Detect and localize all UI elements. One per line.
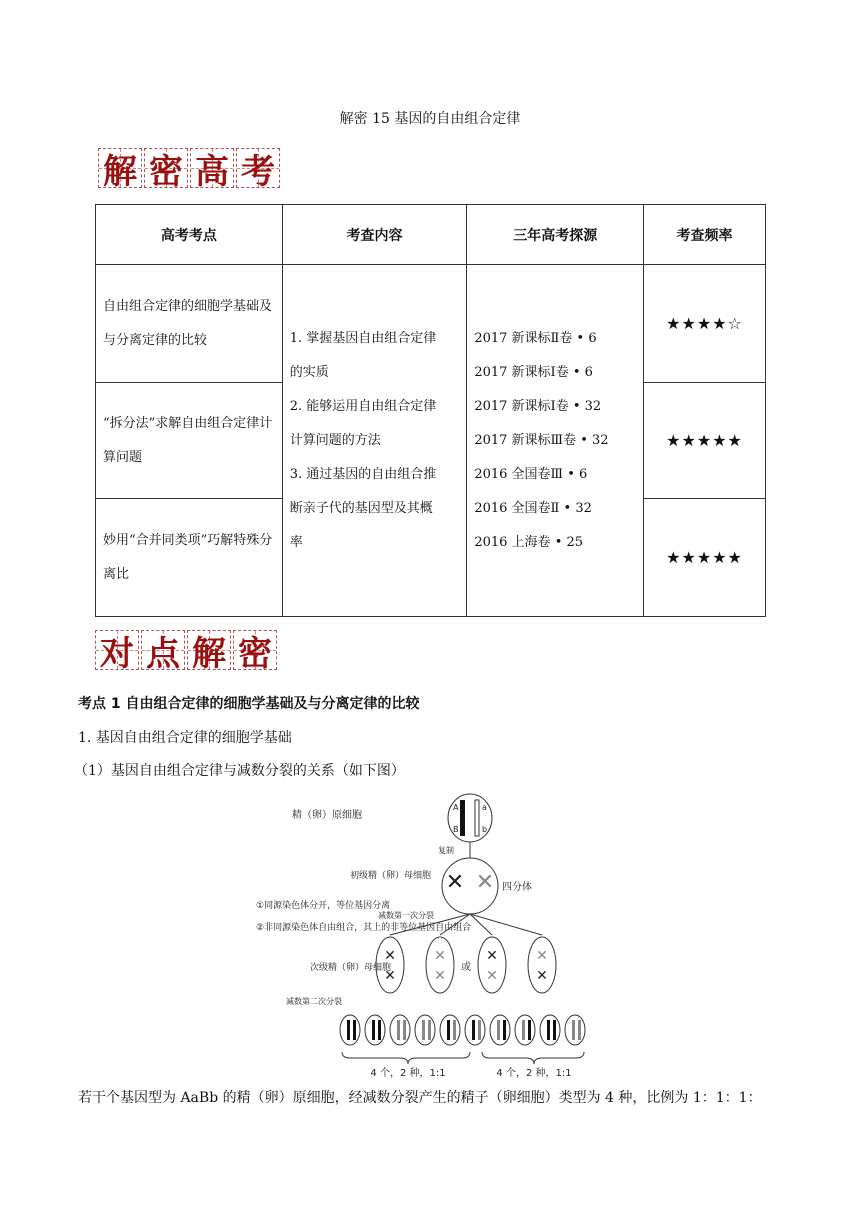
meiosis-diagram [250, 790, 610, 1080]
meiosis1-label: 减数第一次分裂 [378, 911, 434, 920]
note-2: ②非同源染色体自由组合，其上的非等位基因自由组合 [256, 923, 472, 933]
banner-char: 考 [236, 148, 280, 188]
content-line: 的实质 [289, 364, 329, 380]
banner-char: 密 [144, 148, 188, 188]
banner-jiemi-gaokao [98, 148, 280, 192]
bracket [342, 1052, 470, 1064]
source-line: 2017 新课标Ⅱ卷 • 6 [474, 330, 597, 346]
frequency-stars: ★★★★★ [644, 499, 766, 617]
banner-char: 对 [95, 630, 139, 670]
chromosome: ✕ [486, 948, 498, 964]
banner-char: 高 [190, 148, 234, 188]
secondary-label: 次级精（卵）母细胞 [310, 963, 392, 973]
banner-char: 密 [233, 630, 277, 670]
allele-label: b [482, 825, 488, 834]
chromosome: ✕ [434, 948, 446, 964]
content-line: 3. 通过基因的自由组合推 [289, 466, 437, 482]
bracket [482, 1052, 584, 1064]
source-line: 2016 全国卷Ⅲ • 6 [474, 466, 588, 482]
chromosome: ✕ [384, 948, 396, 964]
exam-table [95, 204, 766, 617]
table-header: 考查内容 [282, 205, 467, 265]
banner-duidian-jiemi [95, 630, 277, 674]
content-line: 1. 掌握基因自由组合定律 [289, 330, 437, 346]
banner-char: 解 [98, 148, 142, 188]
replicate-label: 复制 [438, 846, 454, 855]
content-line: 断亲子代的基因型及其概 [289, 500, 433, 516]
banner-char: 解 [187, 630, 231, 670]
primary-cell [448, 794, 492, 842]
sources-cell [467, 265, 644, 617]
chromosome: ✕ [445, 870, 465, 895]
table-header: 三年高考探源 [467, 205, 644, 265]
chromosome: ✕ [434, 968, 446, 984]
note-1: ①同源染色体分开，等位基因分离 [256, 901, 391, 911]
subsection-title: 1. 基因自由组合定律的细胞学基础 [78, 730, 292, 746]
chromosome [475, 800, 479, 836]
frequency-stars: ★★★★☆ [644, 265, 766, 383]
chromosome: ✕ [486, 968, 498, 984]
content-line: 率 [289, 534, 303, 550]
table-header: 考查频率 [644, 205, 766, 265]
result-right: 4 个，2 种，1:1 [496, 1068, 572, 1079]
tetrad-label: 四分体 [502, 882, 532, 893]
paragraph: 若干个基因型为 AaBb 的精（卵）原细胞，经减数分裂产生的精子（卵细胞）类型为 4 种，比例为 1：1：1： [78, 1090, 762, 1106]
chromosome: ✕ [536, 968, 548, 984]
allele-label: a [482, 803, 487, 812]
content-cell [282, 265, 467, 617]
secondary-cell [478, 937, 506, 993]
document-title: 解密 15 基因的自由组合定律 [339, 111, 521, 127]
table-header: 高考考点 [96, 205, 283, 265]
source-line: 2017 新课标Ⅰ卷 • 32 [474, 398, 602, 414]
frequency-stars: ★★★★★ [644, 383, 766, 499]
gamete-chromosomes [347, 1020, 581, 1040]
section-heading: 考点 1 自由组合定律的细胞学基础及与分离定律的比较 [78, 696, 420, 712]
chromosome: ✕ [384, 968, 396, 984]
primary-spermatocyte-label: 初级精（卵）母细胞 [350, 871, 432, 881]
allele-label: B [453, 825, 459, 834]
secondary-cell [528, 937, 556, 993]
subsection-subtitle: （1）基因自由组合定律与减数分裂的关系（如下图） [74, 763, 405, 779]
primary-cell-label: 精（卵）原细胞 [292, 810, 362, 821]
secondary-cell [426, 937, 454, 993]
exam-point: 自由组合定律的细胞学基础及与分离定律的比较 [103, 298, 273, 348]
source-line: 2017 新课标Ⅲ卷 • 32 [474, 432, 609, 448]
content-line: 2. 能够运用自由组合定律 [289, 398, 437, 414]
chromosome: ✕ [475, 870, 495, 895]
chromosome: ✕ [536, 948, 548, 964]
result-left: 4 个，2 种，1:1 [370, 1068, 446, 1079]
exam-point-cell [96, 383, 283, 499]
source-line: 2016 全国卷Ⅱ • 32 [474, 500, 592, 516]
source-line: 2016 上海卷 • 25 [474, 534, 584, 550]
exam-point-cell [96, 499, 283, 617]
meiosis2-label: 减数第二次分裂 [286, 997, 342, 1006]
source-line: 2017 新课标Ⅰ卷 • 6 [474, 364, 593, 380]
allele-label: A [453, 803, 459, 812]
chromosome [460, 800, 465, 836]
banner-char: 点 [141, 630, 185, 670]
or-label: 或 [461, 962, 471, 973]
exam-point: “拆分法”求解自由组合定律计算问题 [103, 415, 273, 465]
exam-point-cell [96, 265, 283, 383]
content-line: 计算问题的方法 [289, 432, 381, 448]
exam-point: 妙用“合并同类项”巧解特殊分离比 [103, 532, 273, 582]
